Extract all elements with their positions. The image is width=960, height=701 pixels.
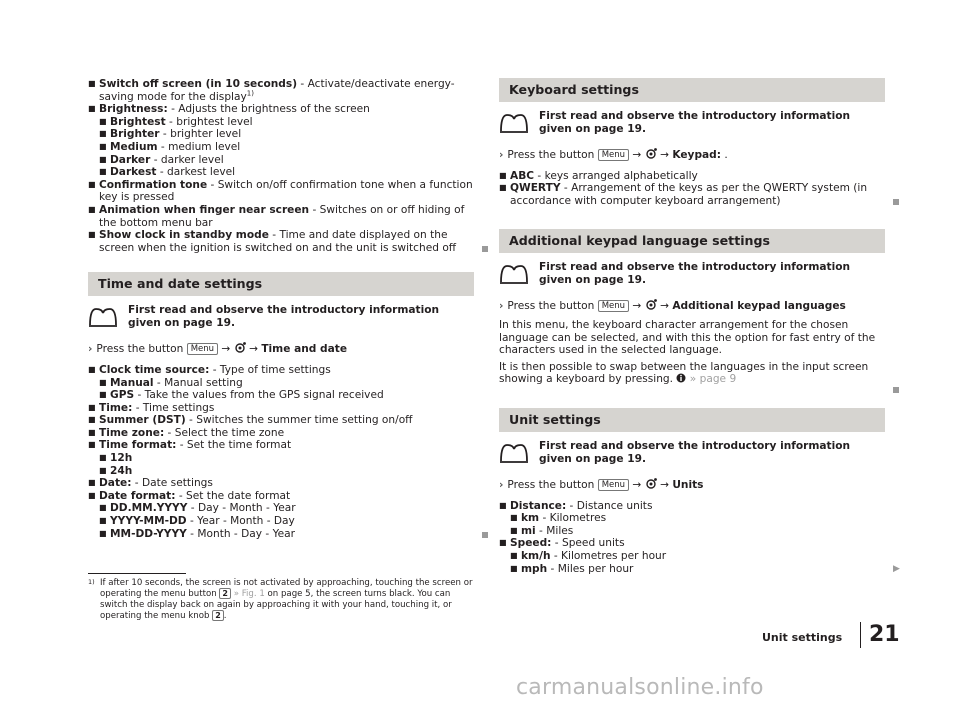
instruction-step-time [88,342,474,356]
info-icon [676,373,686,383]
list-item-term: Confirmation tone [99,178,208,191]
instruction-step-units [499,478,885,492]
open-book-icon [499,263,529,285]
list-item-text: - Select the time zone [164,426,285,439]
arrow-label: → [660,149,669,161]
list-item [499,500,885,513]
instruction-step-language [499,299,885,313]
paragraph-text: It is then possible to swap between the languages in the input screen showing a keyboard by pressing. [499,360,869,386]
list-item-term: Medium [110,140,158,153]
list-item-text: - Speed units [551,537,625,550]
list-item-text: - Arrangement of the keys as per the QWERTY system (in accordance with computer keyboard arrangement) [510,182,868,207]
arrow-label: → [632,300,642,313]
list-item-text: - Switches on or off hiding of the bottom menu bar [99,203,465,229]
list-item-text: - brightest level [165,115,253,128]
step-arrow-icon: › [499,478,504,491]
display-settings-list [88,78,474,116]
settings-gear-icon [645,299,657,311]
fig-1-link[interactable]: » Fig. 1 [233,589,265,600]
list-item-term: Brightness: [99,103,168,116]
list-item [88,364,474,377]
section-heading-time-date: Time and date settings [88,272,474,296]
list-item [499,182,885,207]
list-item-text: - Miles [535,524,574,537]
arrow-label: → [660,300,669,313]
menu-button: Menu [598,149,629,161]
section-heading-units: Unit settings [499,408,885,432]
list-item-term: GPS [110,389,135,402]
list-item [510,512,885,525]
list-item-text: - Time settings [132,401,215,414]
list-item-term: Date: [99,477,132,490]
list-item [499,170,885,183]
settings-gear-icon [645,478,657,490]
list-item-term: Date format: [99,489,176,502]
open-book-icon [499,442,529,464]
list-item [510,563,885,576]
step-target: Additional keypad languages [672,300,846,313]
list-item [88,439,474,452]
arrow-label: → [632,478,642,491]
list-item [510,525,885,538]
footnote [88,578,480,622]
right-column: Keyboard settings First read and observe the introductory information given on page 19. › Press the button Menu → → Keypad: . ■ ABC - keys arranged alphabetically ■ QWERTY - Arrangement of the keys as per the QWERTY system (in accordance with computer keyboard arrangement) Additional keypad language settings First read and observe the introductory information given on page 19. › Press the button Menu → → Additional keypad languages In this menu, the keyboard character arrangement for the chosen language can be selected, and with this the option for fast entry of the characters used in the selected language. It is then possible to swap between the languages in the input screen showing a keyboard by pressing. » page 9 Unit settings First read and observe the introductory information given on page 19. › Press the button Menu → → Units ■ Distance: - Distance units ■ km - Kilometres ■ mi - Miles ■ Speed: - Speed units ■ km/h - Kilometres per hour ■ mph - Miles per hour ▶ [499,78,885,575]
menu-button: Menu [598,479,629,491]
notice-keyboard [499,110,885,136]
list-item-text: - Set the time format [176,439,292,452]
step-prefix: Press the button [507,300,595,313]
footnote-marker: 1) [246,89,254,98]
step-prefix: Press the button [507,149,595,161]
list-item-term: mi [521,524,536,537]
notice-language [499,261,885,287]
list-item [99,116,474,129]
list-item-text: - Kilometres [539,512,607,525]
list-item-text: - Set the date format [175,489,291,502]
step-target: Units [672,478,704,491]
list-item-text: - darkest level [156,166,236,179]
step-target: Time and date [261,343,348,356]
list-item [99,377,474,390]
section-end-mark-icon [482,246,488,252]
step-prefix: Press the button [96,343,184,356]
list-item-text: - Distance units [566,499,653,512]
brightness-levels-list [88,116,474,179]
notice-text: First read and observe the introductory information given on page 19. [539,110,851,135]
list-item [99,128,474,141]
list-item-term: MM-DD-YYYY [110,527,187,540]
list-item-term: Summer (DST) [99,414,186,427]
section-heading-language: Additional keypad language settings [499,229,885,253]
list-item-text: - Activate/deactivate energy-saving mode for the display [99,78,455,103]
list-item-text: - Kilometres per hour [550,549,667,562]
unit-options-list [499,500,885,576]
list-item-term: mph [521,562,548,575]
display-settings-list-2 [88,179,474,255]
list-item [99,166,474,179]
list-item-text: - Type of time settings [209,363,331,376]
open-book-icon [88,306,118,328]
step-target: Keypad: [672,149,721,161]
list-item [99,154,474,167]
footnote-text-c: . [223,611,227,622]
settings-gear-icon [645,148,657,160]
list-item [99,502,474,515]
instruction-step-keyboard [499,148,885,162]
list-item-term: Speed: [510,537,552,550]
list-item [88,103,474,116]
list-item-term: Brightest [110,115,166,128]
list-item [88,229,474,254]
list-item-text: - Adjusts the brightness of the screen [167,103,370,116]
footer-divider [860,622,861,648]
list-item-term: 12h [110,452,133,465]
list-item-term: km [521,512,540,525]
list-item-term: Distance: [510,499,567,512]
list-item-term: 24h [110,464,133,477]
settings-gear-icon [234,342,246,354]
language-paragraph-1: In this menu, the keyboard character arrangement for the chosen language can be selected, and with this the option for fast entry of the characters used in the selected language. [499,318,876,357]
section-end-mark-icon [893,387,899,393]
list-item-text: - brighter level [159,128,242,141]
list-item-term: Brighter [110,128,160,141]
list-item-term: Switch off screen (in 10 seconds) [99,78,298,90]
list-item-text: - Switches the summer time setting on/off [185,414,413,427]
list-item-text: - Miles per hour [547,562,634,575]
arrow-label: → [660,478,669,491]
step-arrow-icon: › [499,300,504,313]
open-book-icon [499,112,529,134]
list-item-term: Clock time source: [99,363,210,376]
list-item-term: Animation when finger near screen [99,203,310,216]
list-item-term: Time format: [99,439,177,452]
language-paragraph-2 [499,361,885,386]
menu-button: Menu [598,300,629,312]
list-item [99,528,474,541]
list-item-term: Manual [110,376,154,389]
list-item [99,389,474,402]
menu-key-badge: 2 [219,588,231,599]
watermark: carmanualsonline.info [516,675,764,700]
time-settings-list [88,364,474,540]
list-item [88,490,474,503]
arrow-label: → [632,149,642,161]
page-9-link[interactable]: » page 9 [689,373,737,386]
list-item-text: - Month - Day - Year [186,527,296,540]
step-prefix: Press the button [507,478,595,491]
list-item [99,515,474,528]
left-column [88,78,474,540]
list-item-term: Time zone: [99,426,165,439]
list-item [88,402,474,415]
list-item [99,452,474,465]
list-item [88,179,474,204]
section-heading-keyboard: Keyboard settings [499,78,885,102]
list-item-term: ABC [510,169,535,182]
list-item-term: km/h [521,549,551,562]
list-item-text: - medium level [157,140,241,153]
list-item [88,477,474,490]
list-item [99,141,474,154]
notice-text: First read and observe the introductory information given on page 19. [128,304,440,330]
menu-button: Menu [187,343,218,355]
keyboard-options-list [499,170,885,208]
footnote-text-b: on page 5, the screen turns black. You can switch the display back on again by approaching it with your hand, touching it, or operating the menu knob [100,589,452,622]
list-item [499,537,885,550]
step-arrow-icon: › [499,149,504,161]
list-item-term: Time: [99,401,133,414]
list-item [510,550,885,563]
notice-units [499,440,885,466]
list-item-text: - Switch on/off confirmation tone when a function key is pressed [99,178,473,204]
list-item-text: - Date settings [131,477,213,490]
list-item-term: YYYY-MM-DD [110,515,187,528]
list-item [88,204,474,229]
footnote-rule [88,573,186,574]
notice-text: First read and observe the introductory information given on page 19. [539,439,851,465]
footnote-text-a: If after 10 seconds, the screen is not activated by approaching, touching the screen or operating the menu button [100,578,473,600]
footer-section-label: Unit settings [762,631,843,644]
list-item-text: - Day - Month - Year [187,502,296,515]
list-item [88,427,474,440]
list-item-text: - keys arranged alphabetically [534,169,698,182]
step-suffix: . [721,149,728,161]
step-arrow-icon: › [88,343,93,356]
list-item [88,414,474,427]
list-item [88,78,474,103]
list-item-term: DD.MM.YYYY [110,502,188,515]
list-item [99,465,474,478]
list-item-text: - Year - Month - Day [186,515,295,528]
list-item-text: - Time and date displayed on the screen when the ignition is switched on and the unit is switched off [99,229,457,254]
list-item-term: QWERTY [510,182,561,195]
list-item-text: - darker level [150,153,224,166]
list-item-text: - Take the values from the GPS signal received [134,389,384,402]
page-number: 21 [869,622,900,647]
list-item-term: Show clock in standby mode [99,229,269,242]
section-end-mark-icon [482,532,488,538]
arrow-label: → [249,343,258,356]
notice-text: First read and observe the introductory information given on page 19. [539,261,851,287]
menu-knob-badge: 2 [212,610,224,621]
footnote-number: 1) [88,578,95,586]
section-end-mark-icon [893,199,899,205]
arrow-label: → [221,343,231,356]
list-item-term: Darker [110,153,151,166]
list-item-text: - Manual setting [153,376,243,389]
list-item-term: Darkest [110,166,157,179]
notice-time-date [88,304,474,330]
